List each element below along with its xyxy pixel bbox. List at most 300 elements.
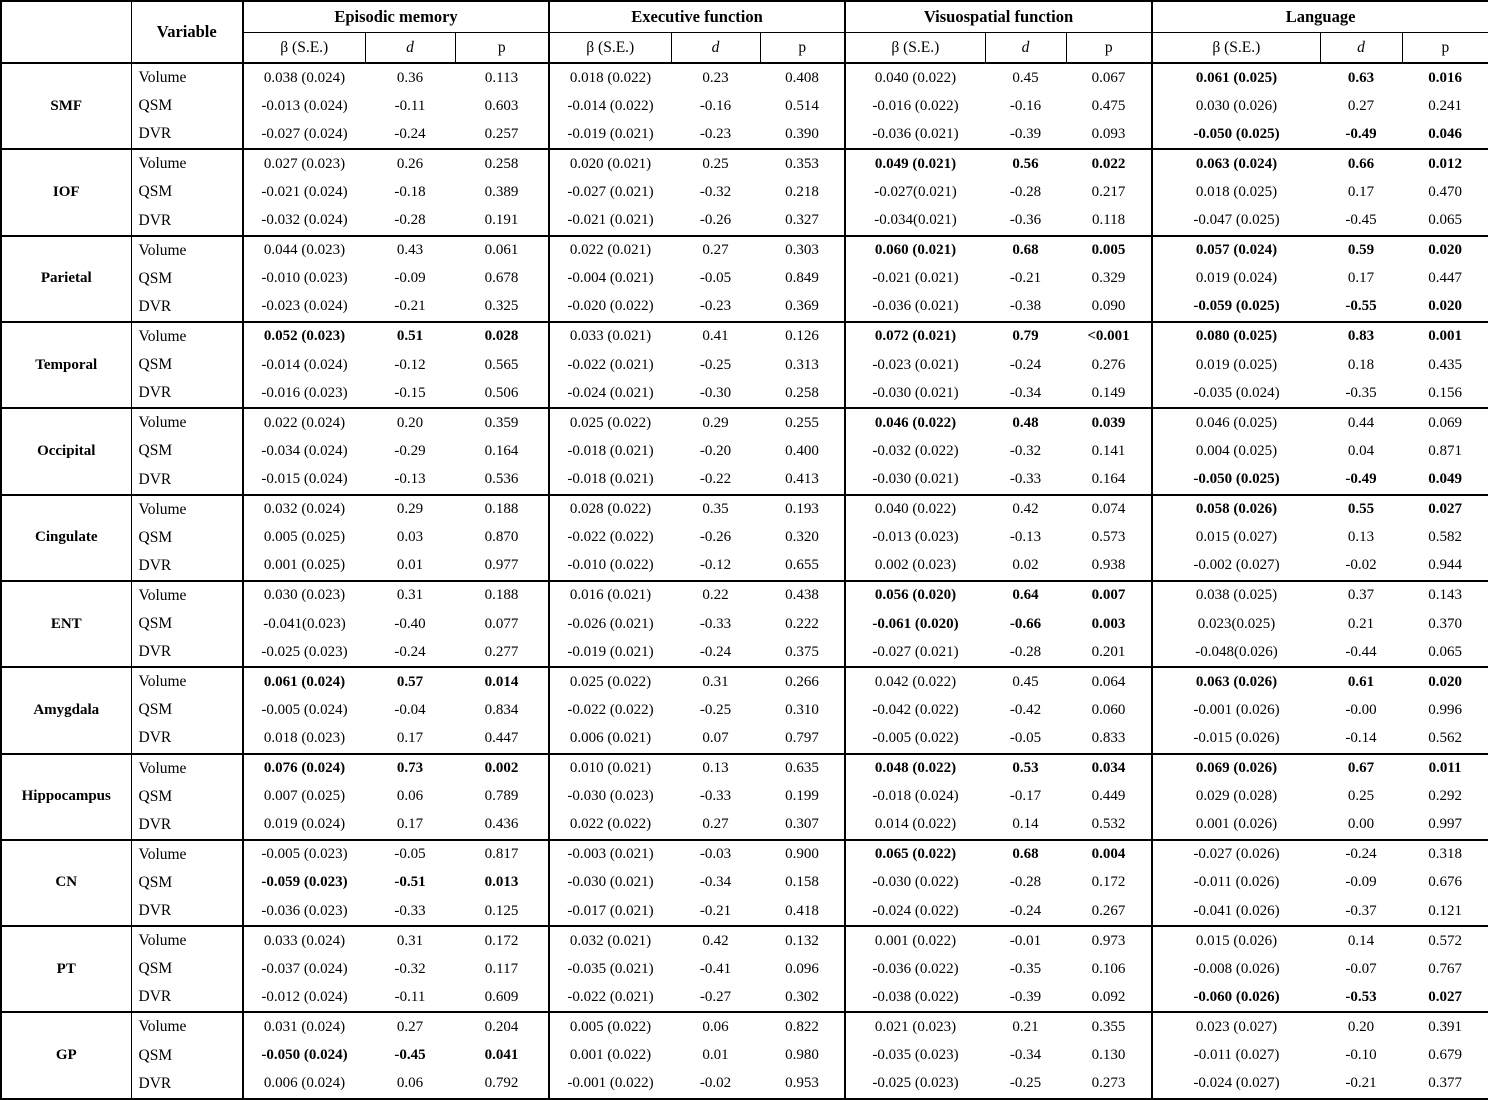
d-cell: -0.40	[394, 615, 426, 632]
p-cell: 0.307	[785, 816, 819, 833]
d-cell: -0.05	[699, 270, 732, 287]
p-cell: 0.436	[484, 816, 519, 833]
p-cell: 0.676	[1428, 874, 1462, 891]
p-cell: 0.329	[1091, 270, 1126, 287]
p-cell: 0.001	[1402, 322, 1488, 351]
beta-cell: -0.013 (0.023)	[845, 524, 985, 552]
d-cell: -0.45	[1345, 212, 1377, 229]
d-cell: 0.00	[1347, 816, 1375, 833]
beta-cell: 0.040 (0.022)	[845, 63, 985, 92]
d-cell: -0.13	[394, 471, 426, 487]
d-cell: 0.25	[1347, 788, 1375, 805]
p-cell: 0.325	[484, 298, 519, 315]
beta-cell: 0.040 (0.022)	[845, 495, 985, 524]
table-row	[1, 207, 1488, 236]
p-cell: 0.069	[1402, 408, 1488, 437]
table-row	[1, 322, 1488, 351]
d-cell: -0.32	[394, 960, 426, 977]
beta-cell: -0.034(0.021)	[845, 207, 985, 236]
d-cell: -0.51	[394, 874, 426, 891]
p-cell: 0.020	[1428, 298, 1462, 315]
beta-cell: 0.032 (0.021)	[549, 926, 671, 955]
table-row	[1, 465, 1488, 494]
p-cell: 0.609	[484, 988, 519, 1005]
table-row	[1, 552, 1488, 581]
p-cell: 0.303	[760, 236, 845, 265]
d-cell: -0.27	[699, 988, 732, 1005]
d-cell: 0.23	[671, 63, 760, 92]
p-cell: 0.302	[785, 988, 819, 1005]
beta-cell: -0.005 (0.022)	[845, 724, 985, 753]
variable-cell: QSM	[131, 92, 243, 120]
beta-cell: -0.022 (0.021)	[549, 351, 671, 379]
table-row	[1, 92, 1488, 120]
beta-cell: -0.032 (0.022)	[845, 437, 985, 465]
p-cell: 0.603	[484, 97, 519, 114]
table-row	[1, 265, 1488, 293]
beta-cell: -0.027 (0.021)	[845, 638, 985, 667]
p-cell: 0.767	[1428, 960, 1462, 977]
d-cell: -0.32	[1009, 442, 1042, 459]
beta-cell: -0.012 (0.024)	[243, 983, 365, 1012]
d-cell: 0.48	[985, 408, 1066, 437]
beta-cell: 0.046 (0.025)	[1152, 408, 1320, 437]
p-cell: 0.266	[760, 667, 845, 696]
d-cell: 0.20	[365, 408, 455, 437]
d-cell: 0.06	[396, 1075, 424, 1092]
corner-cell	[1, 1, 131, 63]
beta-cell: 0.033 (0.024)	[243, 926, 365, 955]
table-row	[1, 1042, 1488, 1070]
beta-se-header: β (S.E.)	[845, 33, 985, 64]
p-cell: 0.046	[1428, 125, 1462, 142]
p-cell: 0.012	[1402, 149, 1488, 178]
p-cell: 0.022	[1066, 149, 1152, 178]
p-cell: 0.199	[785, 788, 819, 805]
beta-cell: -0.024 (0.027)	[1152, 1070, 1320, 1099]
variable-cell: DVR	[131, 293, 243, 322]
beta-cell: 0.027 (0.023)	[243, 149, 365, 178]
beta-cell: 0.025 (0.022)	[549, 667, 671, 696]
beta-cell: -0.035 (0.023)	[845, 1042, 985, 1070]
beta-cell: 0.022 (0.021)	[549, 236, 671, 265]
beta-cell: -0.005 (0.024)	[243, 696, 365, 724]
p-cell: 0.241	[1428, 97, 1462, 114]
p-cell: 0.041	[484, 1047, 519, 1064]
domain-header-4: Language	[1152, 1, 1488, 33]
table-row	[1, 783, 1488, 811]
region-cell: Hippocampus	[1, 754, 131, 840]
p-cell: 0.655	[785, 557, 819, 574]
beta-cell: -0.022 (0.022)	[549, 696, 671, 724]
p-cell: 0.635	[760, 754, 845, 783]
p-cell: 0.678	[484, 270, 519, 287]
d-cell: -0.24	[394, 643, 426, 660]
p-cell: 0.060	[1091, 701, 1126, 718]
d-cell: 0.01	[702, 1047, 729, 1064]
d-cell: -0.21	[1345, 1075, 1377, 1092]
d-cell: -0.37	[1345, 902, 1377, 919]
p-cell: 0.532	[1091, 816, 1126, 833]
beta-cell: -0.032 (0.024)	[243, 207, 365, 236]
d-cell: 0.26	[365, 149, 455, 178]
d-cell: -0.10	[1345, 1047, 1377, 1064]
d-cell: -0.17	[1009, 788, 1042, 805]
p-value-header: p	[760, 33, 845, 64]
variable-cell: Volume	[131, 754, 243, 783]
p-cell: 0.573	[1091, 529, 1126, 546]
p-cell: 0.065	[1428, 643, 1462, 660]
beta-cell: -0.048(0.026)	[1152, 638, 1320, 667]
variable-cell: DVR	[131, 811, 243, 840]
p-cell: 0.996	[1428, 701, 1462, 718]
d-cell: 0.55	[1320, 495, 1402, 524]
variable-cell: QSM	[131, 1042, 243, 1070]
p-cell: 0.258	[455, 149, 549, 178]
beta-cell: -0.010 (0.023)	[243, 265, 365, 293]
beta-cell: 0.001 (0.025)	[243, 552, 365, 581]
d-cell: -0.04	[394, 701, 426, 718]
table-row	[1, 178, 1488, 206]
beta-cell: 0.023 (0.027)	[1152, 1012, 1320, 1041]
beta-cell: 0.014 (0.022)	[845, 811, 985, 840]
d-cell: -0.09	[394, 270, 426, 287]
beta-cell: 0.042 (0.022)	[845, 667, 985, 696]
d-cell: -0.05	[1009, 729, 1042, 746]
region-cell: Cingulate	[1, 495, 131, 581]
variable-cell: DVR	[131, 724, 243, 753]
beta-cell: -0.036 (0.023)	[243, 897, 365, 926]
p-value-header: p	[455, 33, 549, 64]
p-cell: 0.067	[1066, 63, 1152, 92]
d-cell: 0.59	[1320, 236, 1402, 265]
beta-cell: -0.027 (0.021)	[549, 178, 671, 206]
beta-cell: 0.010 (0.021)	[549, 754, 671, 783]
p-cell: 0.020	[1402, 667, 1488, 696]
p-cell: 0.273	[1091, 1075, 1126, 1092]
d-cell: -0.14	[1345, 729, 1377, 746]
p-cell: 0.438	[760, 581, 845, 610]
variable-cell: QSM	[131, 265, 243, 293]
region-cell: PT	[1, 926, 131, 1012]
beta-cell: -0.001 (0.026)	[1152, 696, 1320, 724]
d-cell: 0.41	[671, 322, 760, 351]
d-cell: 0.31	[671, 667, 760, 696]
p-cell: 0.413	[785, 471, 819, 487]
p-cell: 0.408	[760, 63, 845, 92]
beta-cell: 0.049 (0.021)	[845, 149, 985, 178]
d-cell: -0.24	[1009, 902, 1042, 919]
beta-cell: 0.033 (0.021)	[549, 322, 671, 351]
beta-cell: 0.028 (0.022)	[549, 495, 671, 524]
d-cell: 0.21	[1347, 615, 1375, 632]
variable-cell: DVR	[131, 638, 243, 667]
beta-cell: -0.008 (0.026)	[1152, 955, 1320, 983]
p-cell: 0.258	[785, 384, 819, 401]
beta-cell: -0.027(0.021)	[845, 178, 985, 206]
beta-cell: -0.020 (0.022)	[549, 293, 671, 322]
d-cell: 0.57	[365, 667, 455, 696]
p-cell: 0.292	[1428, 788, 1462, 805]
d-cell: 0.17	[396, 816, 424, 833]
p-cell: 0.980	[785, 1047, 819, 1064]
d-cell: 0.61	[1320, 667, 1402, 696]
variable-cell: QSM	[131, 955, 243, 983]
d-cell: -0.18	[394, 183, 426, 200]
beta-cell: 0.069 (0.026)	[1152, 754, 1320, 783]
d-cell: 0.20	[1320, 1012, 1402, 1041]
p-cell: 0.257	[484, 125, 519, 142]
d-cell: -0.09	[1345, 874, 1377, 891]
beta-cell: 0.025 (0.022)	[549, 408, 671, 437]
cohens-d-header: d	[1320, 33, 1402, 64]
p-cell: 0.093	[1091, 125, 1126, 142]
beta-cell: -0.016 (0.023)	[243, 379, 365, 408]
d-cell: -0.39	[1009, 988, 1042, 1005]
p-cell: 0.061	[455, 236, 549, 265]
p-cell: 0.572	[1402, 926, 1488, 955]
beta-cell: -0.041 (0.026)	[1152, 897, 1320, 926]
d-cell: -0.02	[1345, 557, 1377, 574]
p-cell: 0.276	[1091, 356, 1126, 373]
beta-cell: -0.021 (0.021)	[549, 207, 671, 236]
p-cell: 0.938	[1091, 557, 1126, 574]
d-cell: 0.17	[1347, 270, 1375, 287]
p-cell: 0.369	[785, 298, 819, 315]
d-cell: 0.29	[671, 408, 760, 437]
d-cell: 0.79	[985, 322, 1066, 351]
d-cell: -0.12	[699, 557, 732, 574]
p-cell: 0.003	[1091, 615, 1126, 632]
p-cell: 0.201	[1091, 643, 1126, 660]
variable-cell: Volume	[131, 667, 243, 696]
d-cell: 0.14	[1320, 926, 1402, 955]
beta-cell: -0.018 (0.021)	[549, 465, 671, 494]
p-cell: 0.447	[1428, 270, 1462, 287]
p-cell: 0.562	[1428, 729, 1462, 746]
p-cell: 0.121	[1428, 902, 1462, 919]
p-cell: 0.027	[1402, 495, 1488, 524]
p-cell: 0.011	[1402, 754, 1488, 783]
beta-cell: 0.018 (0.022)	[549, 63, 671, 92]
beta-cell: 0.052 (0.023)	[243, 322, 365, 351]
p-cell: 0.217	[1091, 183, 1126, 200]
p-cell: 0.389	[484, 183, 519, 200]
beta-cell: -0.021 (0.021)	[845, 265, 985, 293]
beta-cell: 0.065 (0.022)	[845, 840, 985, 869]
d-cell: -0.20	[699, 442, 732, 459]
variable-cell: QSM	[131, 869, 243, 897]
p-cell: 0.871	[1428, 442, 1462, 459]
table-row	[1, 63, 1488, 92]
d-cell: -0.53	[1345, 988, 1377, 1005]
d-cell: -0.41	[699, 960, 732, 977]
variable-cell: Volume	[131, 63, 243, 92]
p-cell: 0.449	[1091, 788, 1126, 805]
p-cell: 0.141	[1091, 442, 1126, 459]
variable-cell: DVR	[131, 465, 243, 494]
d-cell: 0.31	[365, 926, 455, 955]
d-cell: -0.16	[699, 97, 732, 114]
beta-cell: 0.021 (0.023)	[845, 1012, 985, 1041]
table-row	[1, 897, 1488, 926]
variable-cell: Volume	[131, 408, 243, 437]
d-cell: 0.17	[396, 729, 424, 746]
p-cell: 0.126	[760, 322, 845, 351]
table-row	[1, 840, 1488, 869]
p-cell: 0.359	[455, 408, 549, 437]
d-cell: 0.27	[671, 236, 760, 265]
d-cell: -0.05	[365, 840, 455, 869]
d-cell: -0.33	[699, 788, 732, 805]
d-cell: -0.49	[1345, 471, 1377, 487]
p-cell: 0.065	[1428, 212, 1462, 229]
header-row-domains	[1, 1, 1488, 33]
p-value-header: p	[1402, 33, 1488, 64]
p-cell: 0.353	[760, 149, 845, 178]
p-cell: 0.218	[785, 183, 819, 200]
beta-cell: 0.063 (0.024)	[1152, 149, 1320, 178]
beta-cell: -0.019 (0.021)	[549, 638, 671, 667]
beta-cell: -0.034 (0.024)	[243, 437, 365, 465]
beta-se-header: β (S.E.)	[243, 33, 365, 64]
d-cell: -0.12	[394, 356, 426, 373]
variable-cell: DVR	[131, 983, 243, 1012]
beta-se-header: β (S.E.)	[1152, 33, 1320, 64]
table-row	[1, 610, 1488, 638]
d-cell: -0.28	[1009, 183, 1042, 200]
region-cell: CN	[1, 840, 131, 926]
p-cell: 0.536	[484, 471, 519, 487]
p-cell: 0.400	[785, 442, 819, 459]
p-cell: 0.834	[484, 701, 519, 718]
region-cell: SMF	[1, 63, 131, 149]
d-cell: 0.18	[1347, 356, 1375, 373]
p-cell: 0.193	[760, 495, 845, 524]
variable-cell: QSM	[131, 351, 243, 379]
beta-cell: -0.050 (0.025)	[1152, 465, 1320, 494]
p-cell: 0.049	[1428, 471, 1462, 487]
beta-cell: 0.080 (0.025)	[1152, 322, 1320, 351]
p-cell: 0.034	[1066, 754, 1152, 783]
p-cell: 0.822	[760, 1012, 845, 1041]
variable-cell: DVR	[131, 1070, 243, 1099]
beta-cell: 0.001 (0.022)	[549, 1042, 671, 1070]
table-row	[1, 983, 1488, 1012]
table-row	[1, 869, 1488, 897]
p-cell: 0.310	[785, 701, 819, 718]
d-cell: 0.01	[396, 557, 424, 574]
p-cell: 0.318	[1402, 840, 1488, 869]
p-cell: 0.158	[785, 874, 819, 891]
beta-cell: -0.022 (0.022)	[549, 524, 671, 552]
p-cell: <0.001	[1066, 322, 1152, 351]
beta-cell: 0.006 (0.021)	[549, 724, 671, 753]
p-cell: 0.164	[1091, 471, 1126, 487]
variable-header: Variable	[131, 1, 243, 63]
beta-cell: -0.037 (0.024)	[243, 955, 365, 983]
table-row	[1, 955, 1488, 983]
d-cell: 0.13	[671, 754, 760, 783]
d-cell: 0.17	[1347, 183, 1375, 200]
d-cell: -0.16	[1009, 97, 1042, 114]
beta-cell: 0.023(0.025)	[1152, 610, 1320, 638]
d-cell: 0.73	[365, 754, 455, 783]
beta-cell: 0.061 (0.024)	[243, 667, 365, 696]
d-cell: -0.24	[1009, 356, 1042, 373]
p-cell: 0.007	[1066, 581, 1152, 610]
beta-cell: 0.076 (0.024)	[243, 754, 365, 783]
p-cell: 0.004	[1066, 840, 1152, 869]
beta-cell: 0.015 (0.027)	[1152, 524, 1320, 552]
p-cell: 0.817	[455, 840, 549, 869]
p-cell: 0.132	[760, 926, 845, 955]
domain-header-1: Episodic memory	[243, 1, 549, 33]
p-cell: 0.944	[1428, 557, 1462, 574]
table-row	[1, 667, 1488, 696]
p-cell: 0.953	[785, 1075, 819, 1092]
beta-cell: 0.020 (0.021)	[549, 149, 671, 178]
beta-cell: 0.005 (0.025)	[243, 524, 365, 552]
beta-cell: 0.002 (0.023)	[845, 552, 985, 581]
p-cell: 0.267	[1091, 902, 1126, 919]
beta-cell: -0.011 (0.026)	[1152, 869, 1320, 897]
beta-cell: -0.025 (0.023)	[845, 1070, 985, 1099]
p-cell: 0.172	[455, 926, 549, 955]
p-cell: 0.475	[1091, 97, 1126, 114]
table-row	[1, 120, 1488, 149]
variable-cell: QSM	[131, 437, 243, 465]
p-cell: 0.077	[484, 615, 519, 632]
d-cell: -0.35	[1345, 384, 1377, 401]
variable-cell: QSM	[131, 178, 243, 206]
d-cell: -0.29	[394, 442, 426, 459]
beta-cell: -0.038 (0.022)	[845, 983, 985, 1012]
d-cell: 0.02	[1012, 557, 1039, 574]
d-cell: -0.03	[671, 840, 760, 869]
beta-cell: -0.036 (0.022)	[845, 955, 985, 983]
beta-cell: 0.046 (0.022)	[845, 408, 985, 437]
cohens-d-header: d	[365, 33, 455, 64]
d-cell: -0.00	[1345, 701, 1377, 718]
p-cell: 0.028	[455, 322, 549, 351]
variable-cell: Volume	[131, 236, 243, 265]
p-cell: 0.900	[760, 840, 845, 869]
p-cell: 0.130	[1091, 1047, 1126, 1064]
d-cell: 0.42	[671, 926, 760, 955]
d-cell: 0.21	[985, 1012, 1066, 1041]
beta-cell: -0.030 (0.021)	[845, 379, 985, 408]
d-cell: 0.07	[702, 729, 729, 746]
beta-cell: 0.048 (0.022)	[845, 754, 985, 783]
domain-header-3: Visuospatial function	[845, 1, 1152, 33]
p-cell: 0.447	[484, 729, 519, 746]
d-cell: 0.51	[365, 322, 455, 351]
d-cell: 0.03	[396, 529, 424, 546]
d-cell: -0.33	[394, 902, 426, 919]
p-cell: 0.320	[785, 529, 819, 546]
p-cell: 0.149	[1091, 384, 1126, 401]
p-cell: 0.005	[1066, 236, 1152, 265]
d-cell: 0.42	[985, 495, 1066, 524]
variable-cell: QSM	[131, 783, 243, 811]
d-cell: -0.33	[1009, 471, 1042, 487]
region-cell: Temporal	[1, 322, 131, 408]
beta-cell: 0.016 (0.021)	[549, 581, 671, 610]
beta-cell: -0.035 (0.021)	[549, 955, 671, 983]
beta-cell: 0.032 (0.024)	[243, 495, 365, 524]
d-cell: 0.64	[985, 581, 1066, 610]
